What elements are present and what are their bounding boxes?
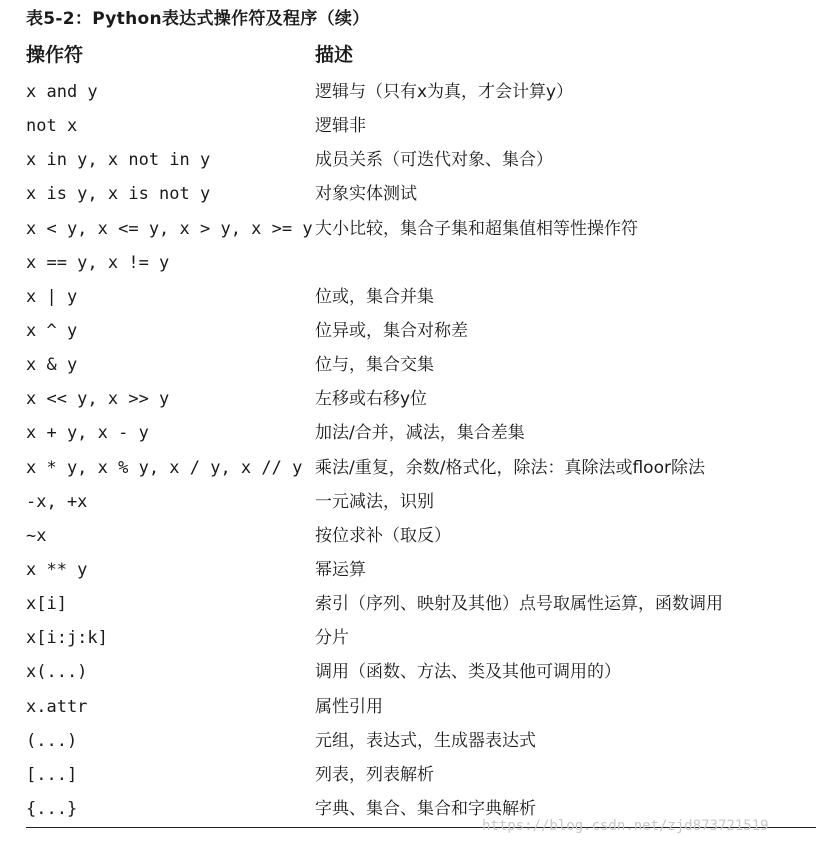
description-cell: 元组，表达式，生成器表达式	[315, 730, 536, 751]
description-cell: 分片	[315, 628, 349, 649]
table-row	[0, 490, 833, 524]
table-row	[0, 387, 833, 421]
operator-cell: [...]	[26, 764, 78, 785]
description-cell: 位或，集合并集	[315, 286, 434, 307]
table-row	[0, 763, 833, 797]
operator-cell: x * y, x % y, x / y, x // y	[26, 457, 303, 478]
operator-column-header: 操作符	[26, 44, 84, 66]
table-row	[0, 148, 833, 182]
table-row	[0, 217, 833, 251]
description-cell: 成员关系（可迭代对象、集合）	[315, 150, 553, 171]
operator-cell: x == y, x != y	[26, 252, 170, 273]
table-row	[0, 729, 833, 763]
description-cell: 对象实体测试	[315, 184, 417, 205]
description-column-header: 描述	[315, 44, 354, 66]
operator-cell: x | y	[26, 286, 78, 307]
description-cell: 位与，集合交集	[315, 355, 434, 376]
operator-cell: x(...)	[26, 662, 88, 683]
watermark: https://blog.csdn.net/zjd873721519	[482, 818, 769, 834]
table-row	[0, 626, 833, 660]
operator-cell: x ^ y	[26, 320, 78, 341]
operator-cell: ~x	[26, 525, 47, 546]
table-row	[0, 524, 833, 558]
table-row	[0, 695, 833, 729]
operator-cell: x.attr	[26, 696, 88, 717]
operator-cell: x + y, x - y	[26, 423, 149, 444]
operator-cell: x is y, x is not y	[26, 184, 211, 205]
table-body	[0, 80, 833, 831]
table-row	[0, 319, 833, 353]
operator-cell: x ** y	[26, 559, 88, 580]
description-cell: 位异或，集合对称差	[315, 320, 468, 341]
operator-cell: x[i]	[26, 594, 67, 615]
table-row	[0, 592, 833, 626]
operator-cell: {...}	[26, 798, 78, 819]
description-cell: 逻辑与（只有x为真，才会计算y）	[315, 82, 574, 102]
operator-cell: x & y	[26, 355, 78, 376]
table-row	[0, 456, 833, 490]
description-cell: 索引（序列、映射及其他）点号取属性运算，函数调用	[315, 594, 723, 615]
table-row	[0, 353, 833, 387]
operator-cell: (...)	[26, 730, 78, 751]
table-row	[0, 114, 833, 148]
operator-cell: x[i:j:k]	[26, 628, 108, 649]
table-row	[0, 251, 833, 285]
table-row	[0, 182, 833, 216]
operator-cell: x and y	[26, 82, 98, 102]
table-row	[0, 558, 833, 592]
operator-cell: not x	[26, 116, 78, 137]
operator-cell: x in y, x not in y	[26, 150, 211, 171]
table-row	[0, 660, 833, 694]
table-row	[0, 285, 833, 319]
operator-cell: -x, +x	[26, 491, 88, 512]
description-cell: 调用（函数、方法、类及其他可调用的）	[315, 662, 621, 683]
description-cell: 一元减法，识别	[315, 491, 434, 512]
table-row	[0, 80, 833, 114]
description-cell: 列表，列表解析	[315, 764, 434, 785]
description-cell: 按位求补（取反）	[315, 525, 451, 546]
table-row	[0, 421, 833, 455]
operator-cell: x < y, x <= y, x > y, x >= y	[26, 218, 313, 239]
table-caption: 表5-2：Python表达式操作符及程序（续）	[26, 9, 370, 29]
description-cell: 属性引用	[315, 696, 383, 717]
description-cell: 幂运算	[315, 559, 366, 580]
description-cell: 乘法/重复，余数/格式化，除法：真除法或floor除法	[315, 457, 705, 478]
description-cell: 左移或右移y位	[315, 389, 428, 410]
description-cell: 逻辑非	[315, 116, 366, 137]
description-cell: 大小比较，集合子集和超集值相等性操作符	[315, 218, 638, 239]
description-cell: 加法/合并，减法，集合差集	[315, 423, 525, 444]
description-cell: 字典、集合、集合和字典解析	[315, 798, 536, 819]
operator-cell: x << y, x >> y	[26, 389, 170, 410]
table-header	[0, 40, 833, 68]
